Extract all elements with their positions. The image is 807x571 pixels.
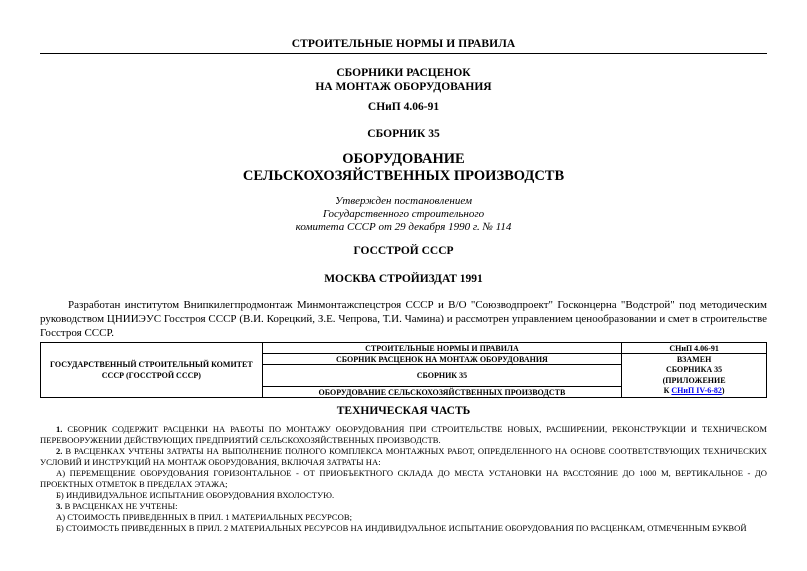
paragraph-2a: А) ПЕРЕМЕЩЕНИЕ ОБОРУДОВАНИЯ ГОРИЗОНТАЛЬНОЕ - ОТ ПРИОБЪЕКТНОГО СКЛАДА ДО МЕСТА УСТАНОВКИ НА РАССТОЯНИЕ ДО 1000 М, ВЕРТИКАЛЬНОЕ - ДО ПРОЕКТНЫХ ОТМЕТОК В ПРЕДЕЛАХ ЭТАЖА; <box>40 468 767 489</box>
paragraph-3 <box>40 501 767 512</box>
paragraph-2-number: 2. <box>56 446 63 456</box>
replacement-line1: ВЗАМЕН <box>676 354 712 364</box>
collection-number: СБОРНИК 35 <box>367 128 440 140</box>
document-code: СНиП 4.06-91 <box>367 101 440 113</box>
paragraph-3-number: 3. <box>56 501 63 511</box>
number-cell: СБОРНИК 35 <box>262 365 621 387</box>
subject-title-line1: ОБОРУДОВАНИЕ <box>342 151 465 167</box>
replacement-line2: СБОРНИКА 35 <box>666 365 723 374</box>
paragraph-3a: А) СТОИМОСТЬ ПРИВЕДЕННЫХ В ПРИЛ. 1 МАТЕРИАЛЬНЫХ РЕСУРСОВ; <box>56 512 352 522</box>
paragraph-2b: Б) ИНДИВИДУАЛЬНОЕ ИСПЫТАНИЕ ОБОРУДОВАНИЯ ВХОЛОСТУЮ. <box>56 490 335 500</box>
code-cell: СНиП 4.06-91 <box>622 343 767 354</box>
collection-title-line2: НА МОНТАЖ ОБОРУДОВАНИЯ <box>315 81 492 93</box>
paragraph-2 <box>40 446 767 468</box>
intro-paragraph: Разработан институтом Внипкилегпродмонтаж Минмонтажспецстроя СССР и В/О "Союзводпроект" Госконцерна "Водстрой" под методическим руководством ЦНИИЭУС Госстроя СССР (В.И. Корецкий, З.Е. Чепрова, Т.И. Чамина) и рассмотрен управлением ценообразовании и смет в строительстве Госстроя СССР. <box>40 299 767 339</box>
snip-reference-link[interactable]: СНиП IV-6-82 <box>671 386 722 395</box>
committee-cell: ГОСУДАРСТВЕННЫЙ СТРОИТЕЛЬНЫЙ КОМИТЕТ СССР (ГОССТРОЙ СССР) <box>41 343 263 398</box>
section-title: ТЕХНИЧЕСКАЯ ЧАСТЬ <box>336 405 471 417</box>
paragraph-1-text: СБОРНИК СОДЕРЖИТ РАСЦЕНКИ НА РАБОТЫ ПО МОНТАЖУ ОБОРУДОВАНИЯ ПРИ СТРОИТЕЛЬСТВЕ НОВЫХ, РАСШИРЕНИИ, РЕКОНСТРУКЦИИ И ТЕХНИЧЕСКОМ ПЕРЕВООРУЖЕНИИ ДЕЙСТВУЮЩИХ ПРЕДПРИЯТИЙ СЕЛЬСКОХОЗЯЙСТВЕННЫХ ПРОИЗВОДСТВ. <box>40 424 768 445</box>
collection-title <box>40 66 767 94</box>
agency-name: ГОССТРОЙ СССР <box>353 245 454 257</box>
replacement-cell <box>622 354 767 398</box>
approval-line1: Утвержден постановлением <box>335 195 472 207</box>
approval-line3: комитета СССР от 29 декабря 1990 г. № 114 <box>295 221 512 233</box>
replacement-line3: (ПРИЛОЖЕНИЕ <box>662 375 726 385</box>
paragraph-1-number: 1. <box>56 424 63 434</box>
collection-cell: СБОРНИК РАСЦЕНОК НА МОНТАЖ ОБОРУДОВАНИЯ <box>262 354 621 365</box>
subject-cell: ОБОРУДОВАНИЕ СЕЛЬСКОХОЗЯЙСТВЕННЫХ ПРОИЗВОДСТВ <box>262 387 621 398</box>
technical-section-body <box>40 424 767 534</box>
replacement-suffix: ) <box>721 386 725 395</box>
heading-divider <box>40 53 767 54</box>
document-header-table <box>40 342 767 398</box>
collection-title-line1: СБОРНИКИ РАСЦЕНОК <box>336 67 471 79</box>
approval-line2: Государственного строительного <box>322 208 485 220</box>
norms-cell: СТРОИТЕЛЬНЫЕ НОРМЫ И ПРАВИЛА <box>262 343 621 354</box>
paragraph-1 <box>40 424 767 446</box>
subject-title <box>40 151 767 185</box>
approval-note <box>40 195 767 234</box>
norms-heading: СТРОИТЕЛЬНЫЕ НОРМЫ И ПРАВИЛА <box>291 38 516 50</box>
paragraph-2-text: В РАСЦЕНКАХ УЧТЕНЫ ЗАТРАТЫ НА ВЫПОЛНЕНИЕ ПОЛНОГО КОМПЛЕКСА МОНТАЖНЫХ РАБОТ, ОПРЕДЕЛЕННОГО НА ОСНОВЕ СООТВЕТСТВУЮЩИХ ТЕХНИЧЕСКИХ УСЛОВИЙ И ИНСТРУКЦИЙ НА МОНТАЖ ОБОРУДОВАНИЯ, ВКЛЮЧАЯ ЗАТРАТЫ НА: <box>40 446 767 467</box>
replacement-line4 <box>624 386 764 397</box>
subject-title-line2: СЕЛЬСКОХОЗЯЙСТВЕННЫХ ПРОИЗВОДСТВ <box>242 168 565 184</box>
paragraph-3b: Б) СТОИМОСТЬ ПРИВЕДЕННЫХ В ПРИЛ. 2 МАТЕРИАЛЬНЫХ РЕСУРСОВ НА ИНДИВИДУАЛЬНОЕ ИСПЫТАНИЕ ОБОРУДОВАНИЯ ПО РАСЦЕНКАМ, ОТМЕЧЕННЫМ БУКВОЙ <box>56 523 747 533</box>
publisher-line: МОСКВА СТРОЙИЗДАТ 1991 <box>324 273 483 285</box>
replacement-prefix: К <box>663 386 672 395</box>
paragraph-3-text: В РАСЦЕНКАХ НЕ УЧТЕНЫ: <box>64 501 178 511</box>
